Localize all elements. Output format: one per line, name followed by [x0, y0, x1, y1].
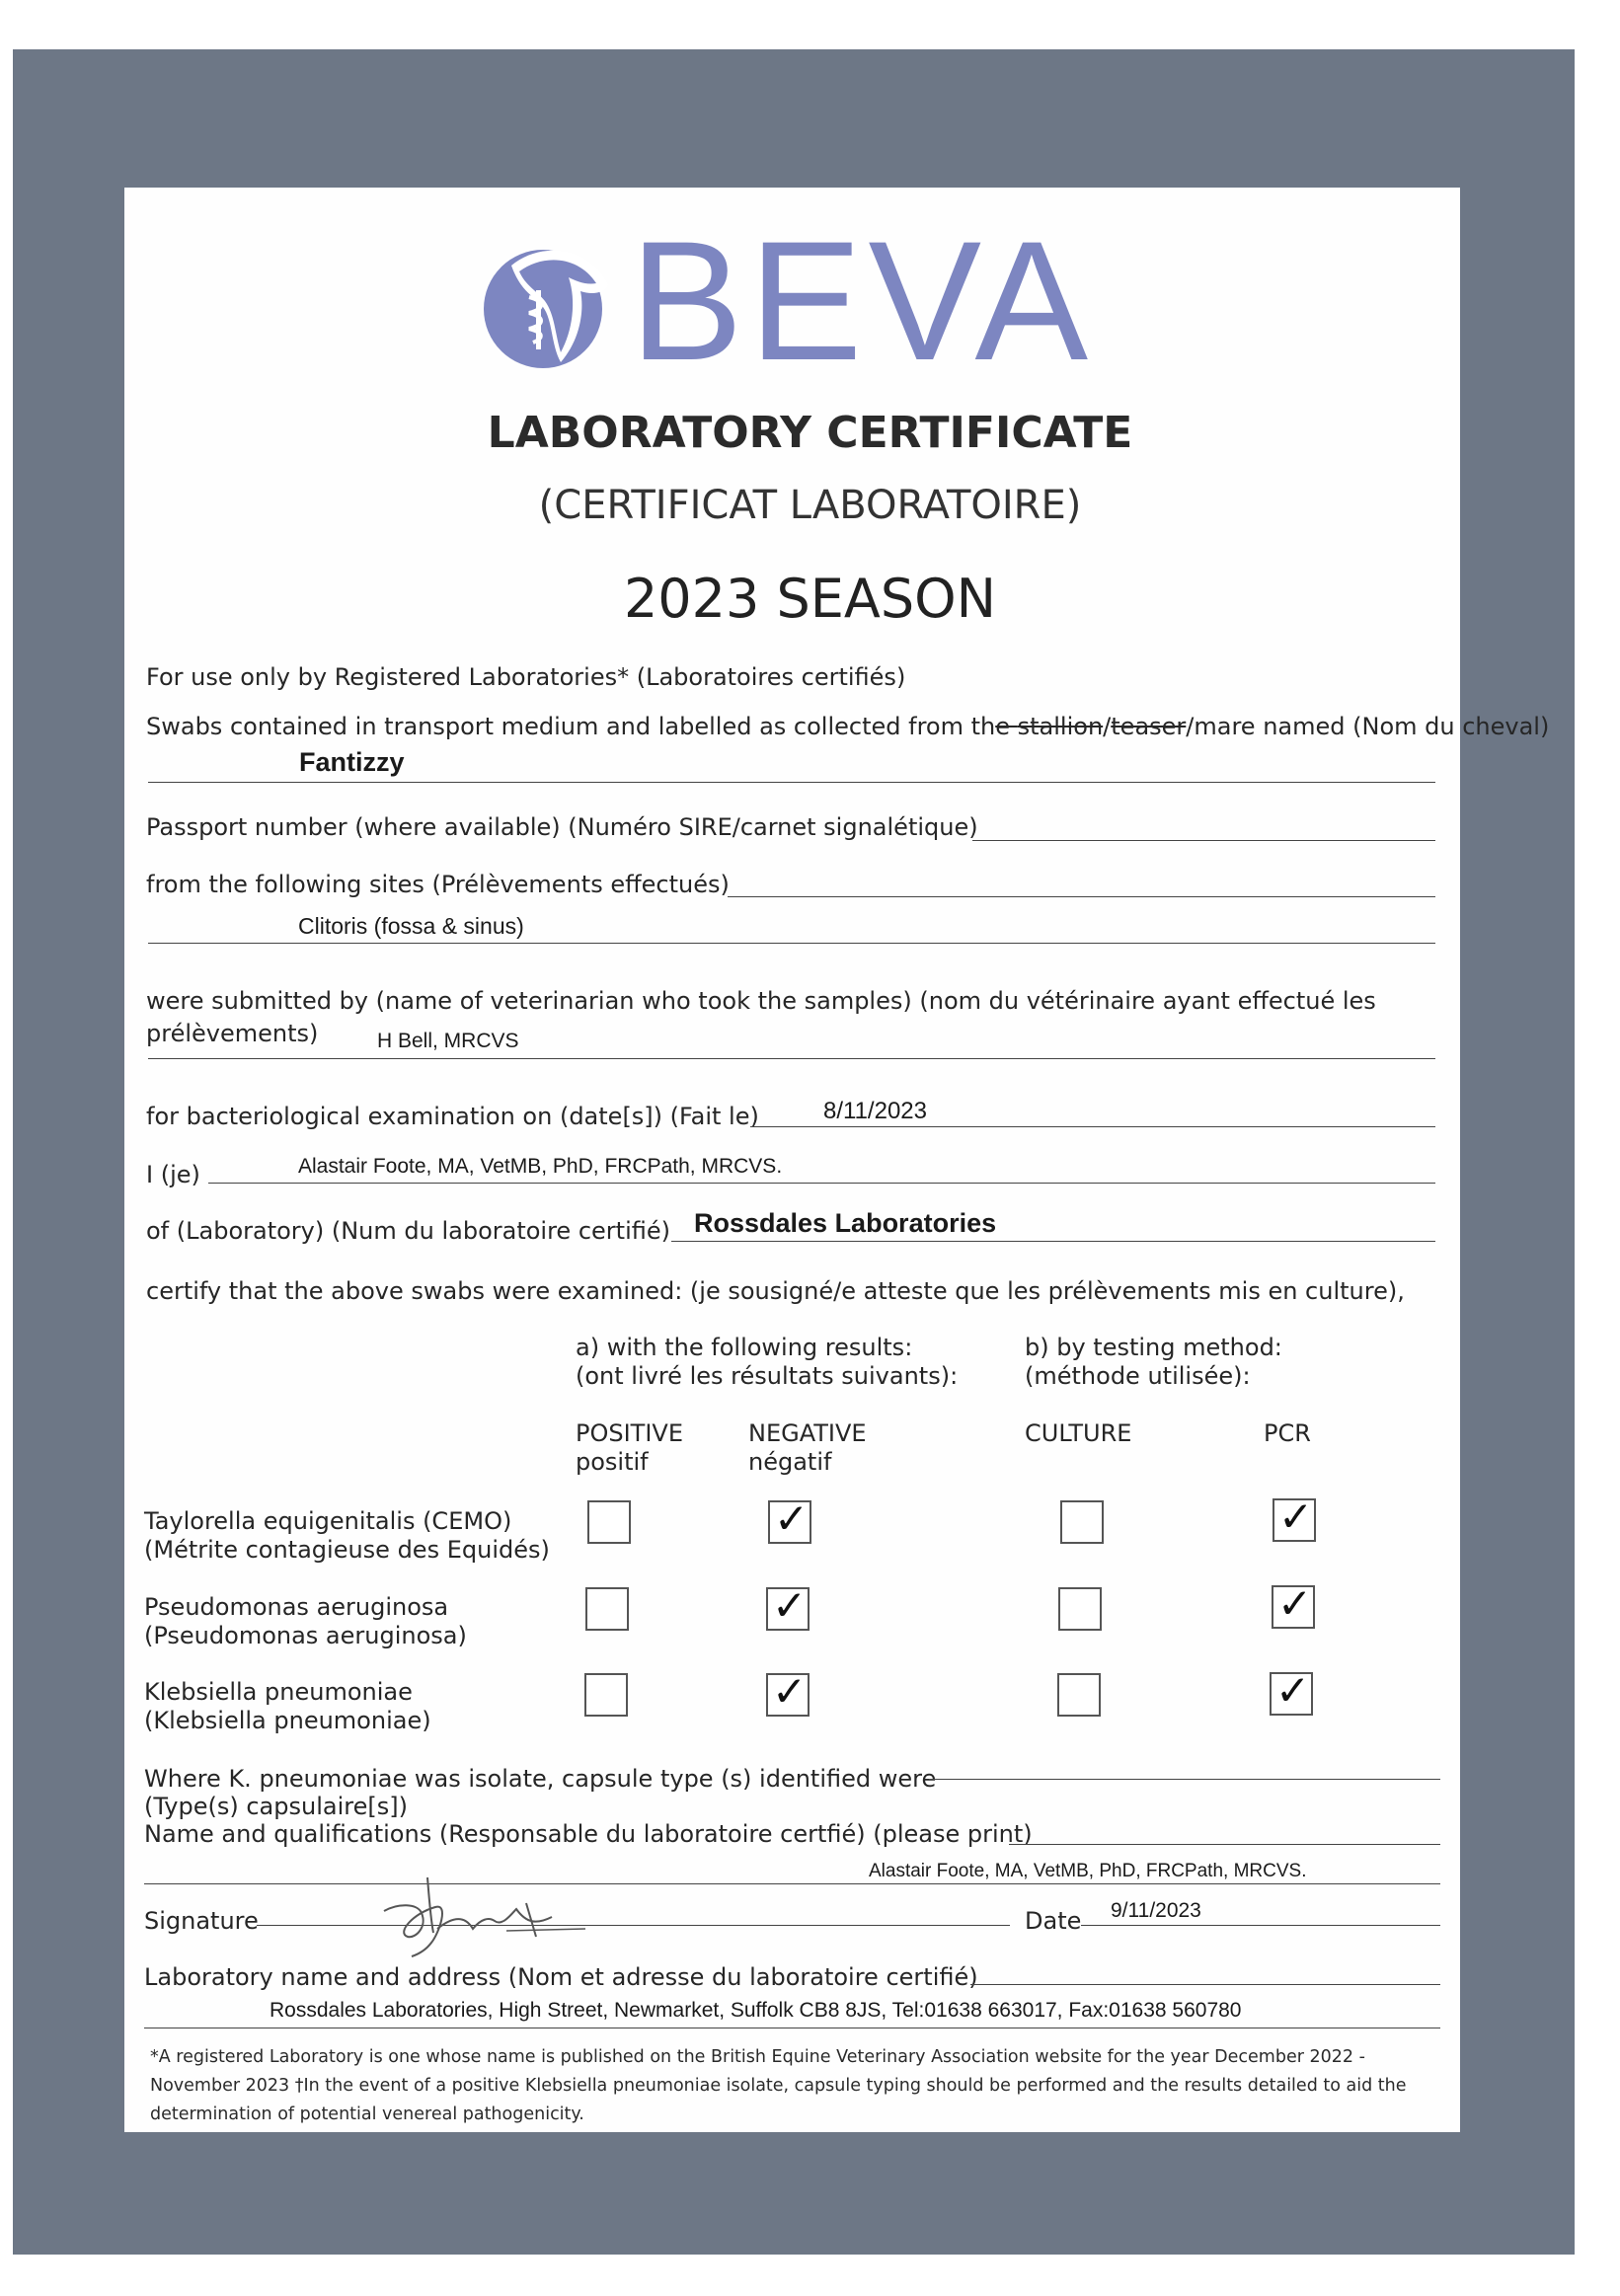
swabs-label: Swabs contained in transport medium and labelled as collected from the stallion/teaser/mare named (Nom du cheval) [146, 713, 1550, 740]
pcr-checkbox[interactable] [1272, 1579, 1315, 1629]
exam-date-line [750, 1126, 1435, 1127]
method-heading: b) by testing method: [1025, 1334, 1282, 1361]
row-name: Klebsiella pneumoniae [144, 1678, 413, 1706]
col-culture: CULTURE [1025, 1419, 1132, 1447]
capsule-label-fr: (Type(s) capsulaire[s]) [144, 1793, 408, 1820]
check-mark-icon: ✓ [1277, 1579, 1313, 1628]
address-label-line [970, 1984, 1440, 1985]
page-title-fr: (CERTIFICAT LABORATOIRE) [538, 483, 1082, 528]
date-line [1081, 1925, 1440, 1926]
veterinarian-line [148, 1058, 1435, 1059]
certify-text: certify that the above swabs were examined: (je sousigné/e atteste que les prélèvements mis en culture), [146, 1277, 1405, 1305]
culture-checkbox[interactable] [1057, 1673, 1101, 1717]
capsule-label: Where K. pneumoniae was isolate, capsule type (s) identified were [144, 1765, 937, 1793]
positive-checkbox[interactable] [584, 1673, 628, 1717]
name-label: Name and qualifications (Responsable du laboratoire certfié) (please print) [144, 1820, 1033, 1848]
logo-text: BEVA [630, 206, 1095, 396]
row-name: Pseudomonas aeruginosa [144, 1593, 449, 1621]
negative-checkbox[interactable] [766, 1581, 810, 1631]
results-heading-fr: (ont livré les résultats suivants): [576, 1362, 959, 1390]
date-value[interactable]: 9/11/2023 [1111, 1899, 1201, 1922]
name-label-line [1009, 1844, 1440, 1845]
culture-checkbox[interactable] [1060, 1500, 1104, 1544]
footnote: *A registered Laboratory is one whose name is published on the British Equine Veterinary Association website for the year December 2022 - November 2023 †In the event of a positive Klebsiella pneumoniae isolate, capsule typing should be performed and the results detailed to aid the determination of potential venereal pathogenicity. [150, 2047, 1407, 2124]
row-name: Taylorella equigenitalis (CEMO) [144, 1507, 512, 1535]
check-mark-icon: ✓ [772, 1581, 808, 1630]
col-positive: POSITIVE [576, 1419, 683, 1447]
col-pcr: PCR [1264, 1419, 1311, 1447]
registered-note: For use only by Registered Laboratories* (Laboratoires certifiés) [146, 663, 906, 691]
lab-name-value[interactable]: Rossdales Laboratories [694, 1208, 997, 1238]
capsule-line[interactable] [929, 1779, 1440, 1780]
check-mark-icon: ✓ [1275, 1666, 1311, 1715]
certifier-line [208, 1183, 1435, 1184]
method-heading-fr: (méthode utilisée): [1025, 1362, 1251, 1390]
check-mark-icon: ✓ [772, 1667, 808, 1716]
sites-line [728, 896, 1435, 897]
sites-value-line [148, 943, 1435, 944]
results-heading: a) with the following results: [576, 1334, 913, 1361]
horse-name-line [148, 782, 1435, 783]
pcr-checkbox[interactable] [1273, 1492, 1316, 1542]
signature-label: Signature [144, 1907, 259, 1935]
row-name-fr: (Klebsiella pneumoniae) [144, 1707, 431, 1734]
horse-name-value[interactable]: Fantizzy [299, 747, 405, 777]
page-title: LABORATORY CERTIFICATE [487, 408, 1133, 458]
certifier-value[interactable]: Alastair Foote, MA, VetMB, PhD, FRCPath, MRCVS. [298, 1155, 783, 1178]
row-name-fr: (Métrite contagieuse des Equidés) [144, 1536, 550, 1564]
check-mark-icon: ✓ [774, 1494, 810, 1543]
address-value[interactable]: Rossdales Laboratories, High Street, Newmarket, Suffolk CB8 8JS, Tel:01638 663017, Fax:01638 560780 [270, 1999, 1242, 2022]
horse-head-logo-icon [482, 236, 620, 374]
check-mark-icon: ✓ [1278, 1492, 1314, 1541]
culture-checkbox[interactable] [1058, 1587, 1102, 1631]
lab-label: of (Laboratory) (Num du laboratoire certifié) [146, 1217, 670, 1245]
sites-value[interactable]: Clitoris (fossa & sinus) [298, 913, 524, 939]
date-label: Date [1025, 1907, 1082, 1935]
passport-label: Passport number (where available) (Numéro SIRE/carnet signalétique) [146, 813, 978, 841]
submitted-label: were submitted by (name of veterinarian who took the samples) (nom du vétérinaire ayant effectué les [146, 987, 1376, 1015]
sites-label: from the following sites (Prélèvements effectués) [146, 871, 730, 898]
beva-logo [482, 206, 1133, 396]
negative-checkbox[interactable] [768, 1494, 811, 1544]
submitted-label-2: prélèvements) [146, 1020, 319, 1047]
season-title: 2023 SEASON [623, 568, 997, 630]
name-line [144, 1883, 1440, 1884]
exam-date-value[interactable]: 8/11/2023 [823, 1098, 927, 1124]
passport-line[interactable] [972, 840, 1435, 841]
positive-checkbox[interactable] [587, 1500, 631, 1544]
row-name-fr: (Pseudomonas aeruginosa) [144, 1622, 467, 1649]
positive-checkbox[interactable] [585, 1587, 629, 1631]
exam-label: for bacteriological examination on (date[s]) (Fait le) [146, 1103, 759, 1130]
lab-name-line [671, 1241, 1435, 1242]
negative-checkbox[interactable] [766, 1667, 810, 1717]
address-label: Laboratory name and address (Nom et adresse du laboratoire certifié) [144, 1963, 978, 1991]
veterinarian-value[interactable]: H Bell, MRCVS [377, 1030, 519, 1052]
signature-icon [378, 1874, 605, 1962]
col-negative: NEGATIVE [748, 1419, 867, 1447]
name-value[interactable]: Alastair Foote, MA, VetMB, PhD, FRCPath, MRCVS. [869, 1861, 1307, 1881]
signature-line [257, 1925, 1010, 1926]
col-positive-fr: positif [576, 1448, 649, 1476]
pcr-checkbox[interactable] [1270, 1666, 1313, 1716]
i-label: I (je) [146, 1161, 200, 1188]
col-negative-fr: négatif [748, 1448, 832, 1476]
